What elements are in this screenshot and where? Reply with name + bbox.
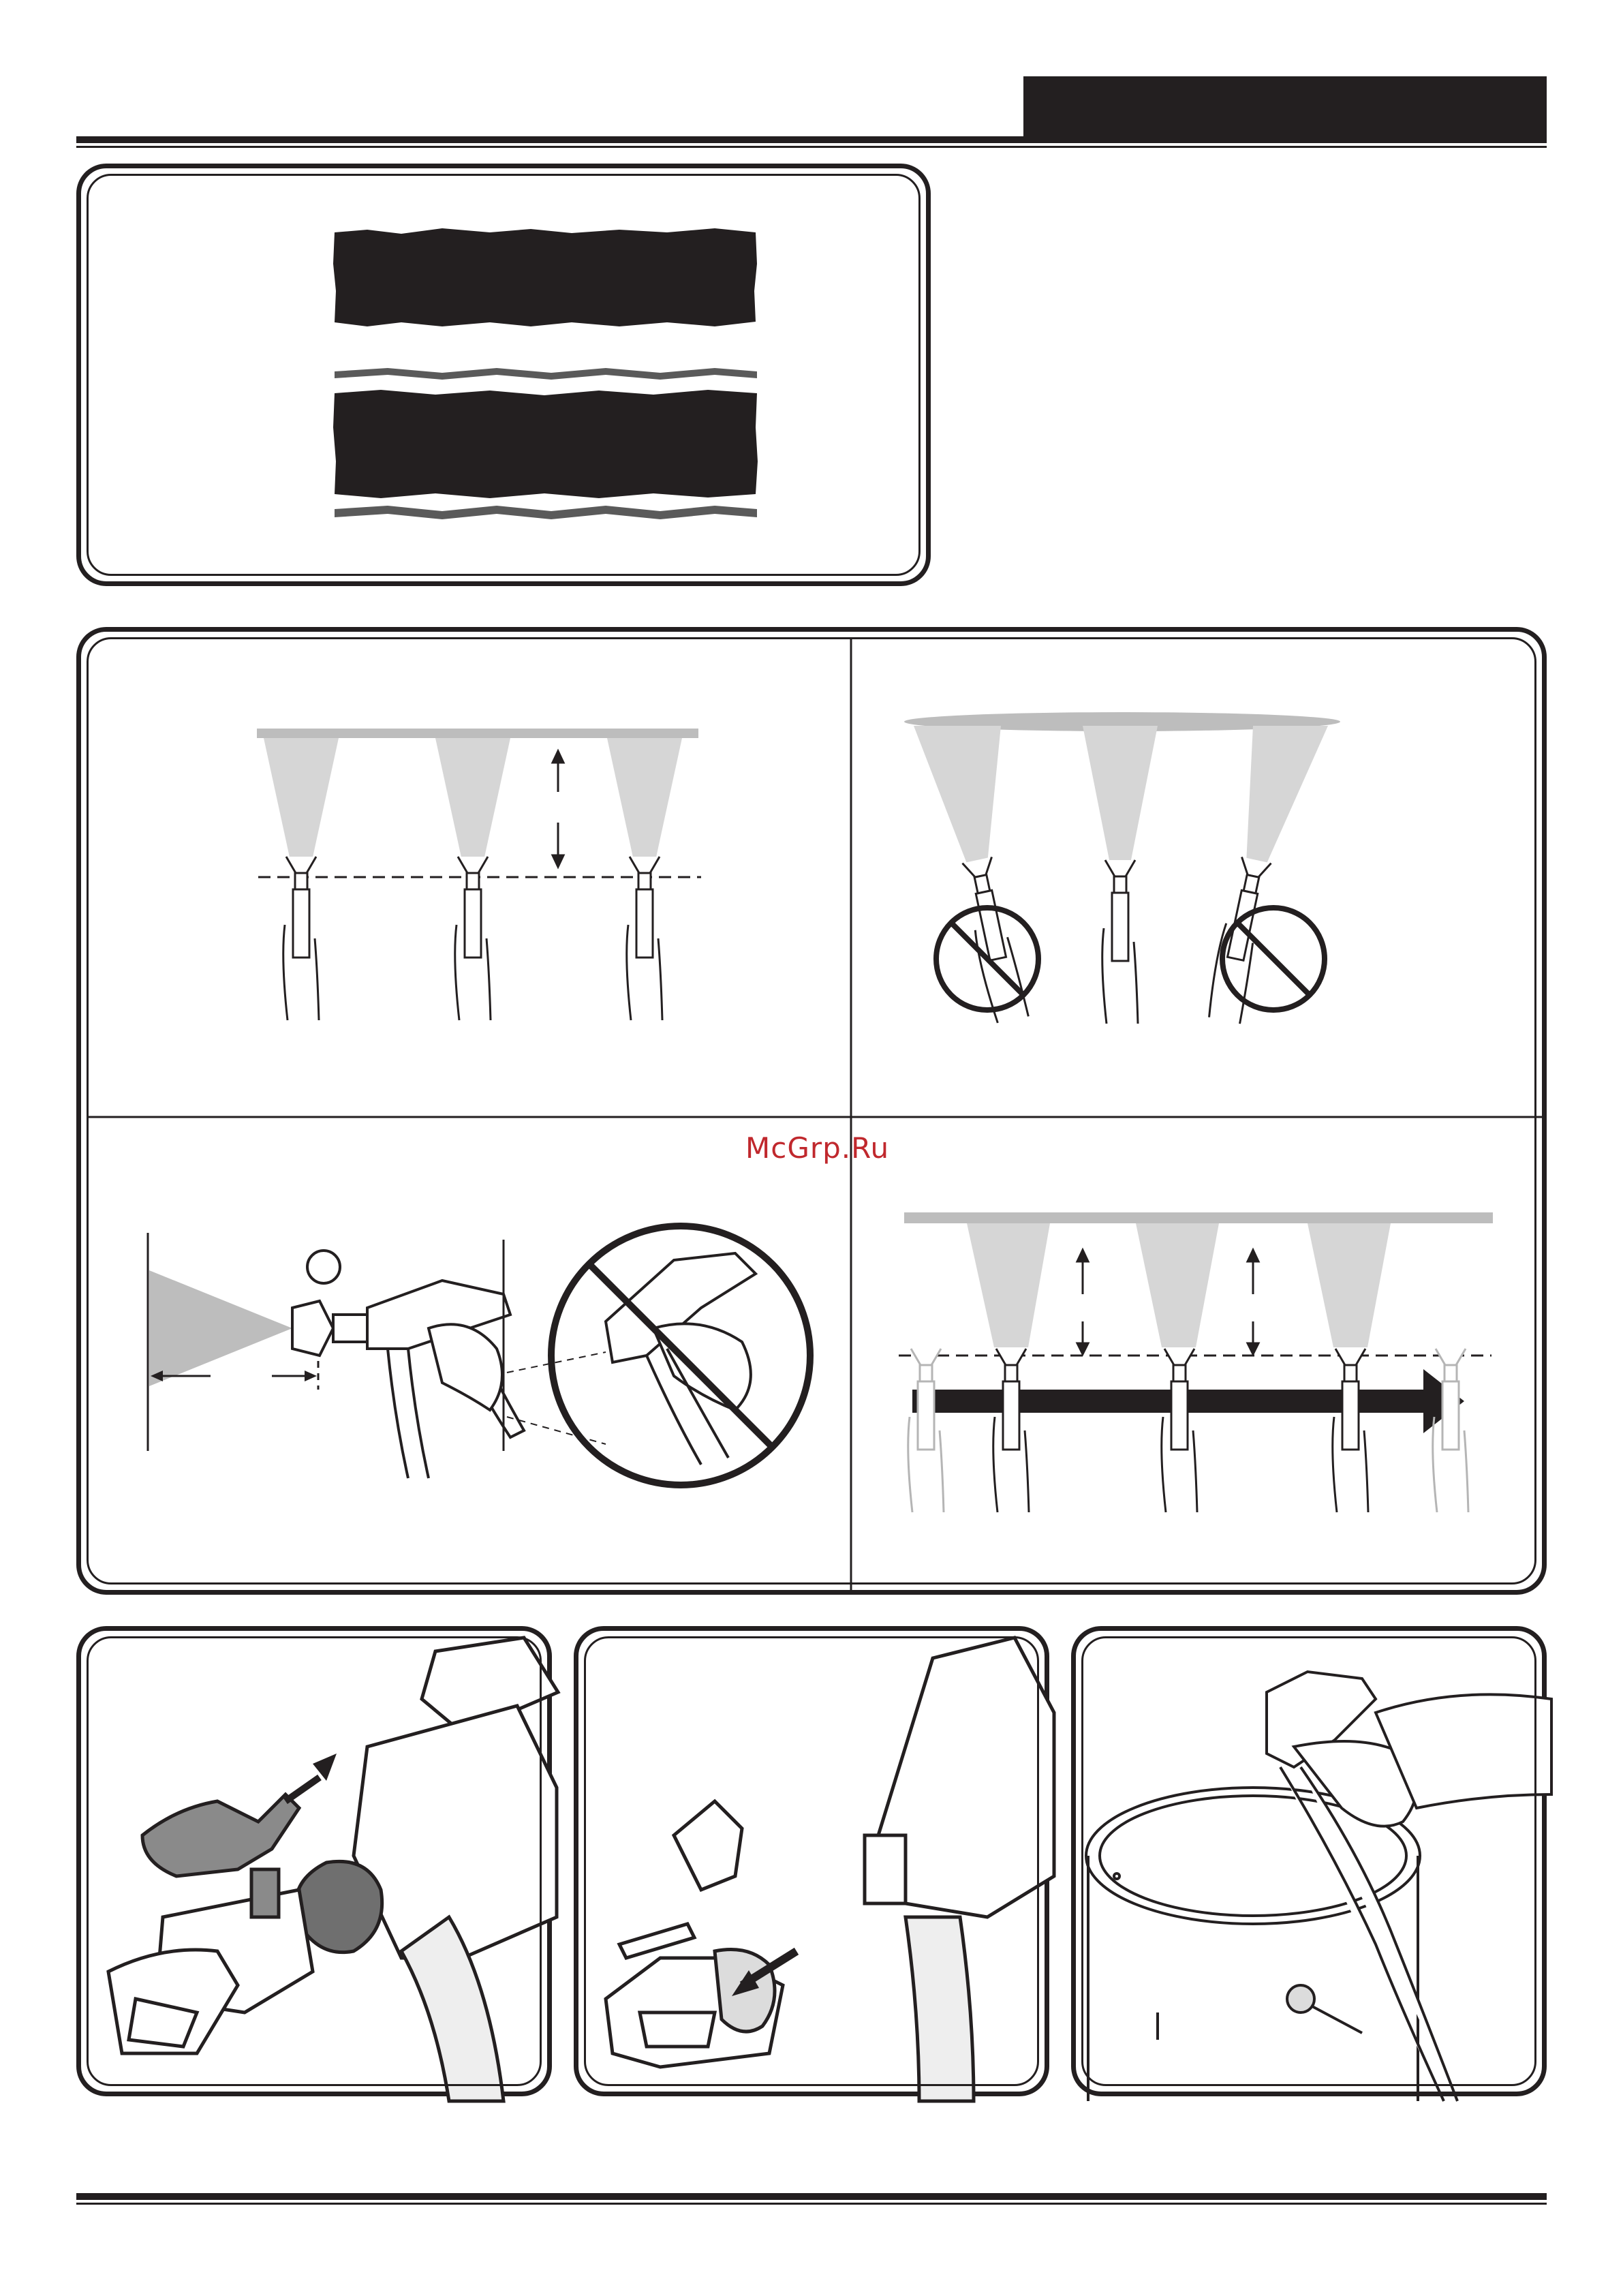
section-header-tab xyxy=(1023,76,1547,136)
spray-pattern-swatches-icon xyxy=(81,168,936,591)
spray-technique-panel xyxy=(76,627,1547,1595)
gun-flush-into-pail-icon xyxy=(1076,1631,1551,2101)
guard-remove-panel xyxy=(574,1626,1049,2096)
gun-side-view-prohibited-angle-icon xyxy=(88,1124,837,1594)
tip-guard-remove-icon xyxy=(578,1631,1054,2101)
footer-rule-thin xyxy=(76,2203,1547,2205)
tip-insert-panel xyxy=(76,1626,552,2096)
gun-stroke-overlap-icon xyxy=(858,1124,1546,1594)
watermark: McGrp.Ru xyxy=(745,1131,890,1165)
header-rule xyxy=(76,136,1547,143)
header-rule-thin xyxy=(76,146,1547,148)
gun-perpendicular-distance-icon xyxy=(88,639,837,1116)
spray-pattern-panel xyxy=(76,164,931,586)
footer-rule xyxy=(76,2193,1547,2200)
gun-tilt-prohibited-icon xyxy=(858,639,1546,1116)
tip-insert-into-guard-icon xyxy=(81,1631,557,2101)
quadrant-dividers xyxy=(81,632,1551,1599)
gun-flush-panel xyxy=(1071,1626,1547,2096)
